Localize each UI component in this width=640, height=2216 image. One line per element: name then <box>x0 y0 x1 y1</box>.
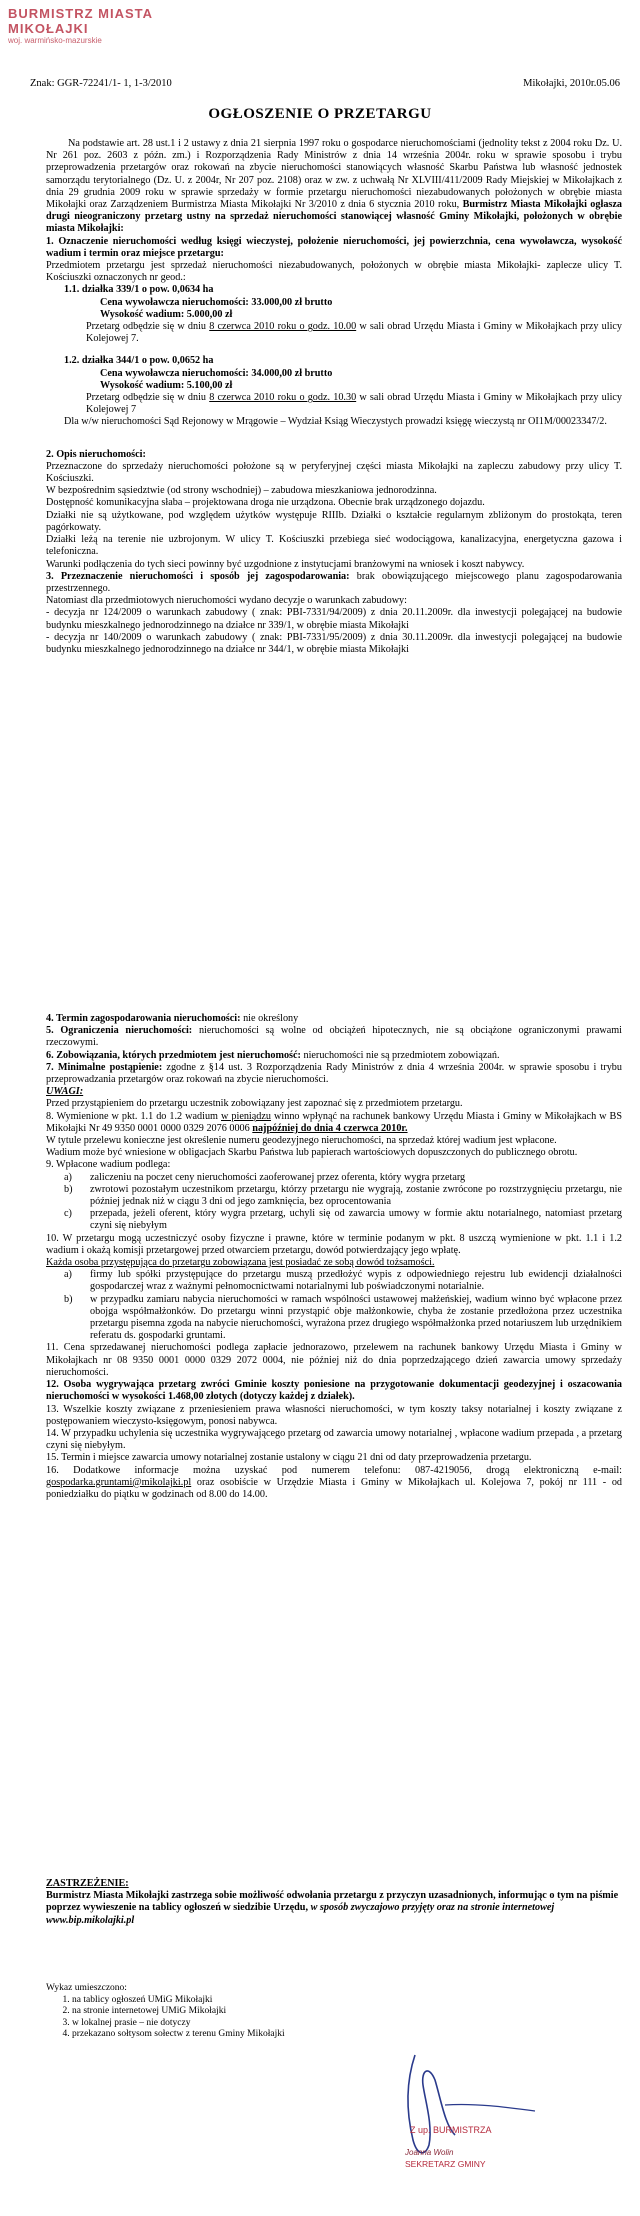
posting-item: 4. przekazano sołtysom sołectw z terenu Gminy Mikołajki <box>72 2029 346 2041</box>
section-8 <box>46 1111 622 1135</box>
plot-1-date-time: 8 czerwca 2010 roku o godz. 10.00 <box>209 321 357 333</box>
s2-line-1: Przeznaczone do sprzedaży nieruchomości położone są w peryferyjnej części miasta Mikołajki na zapleczu zabudowy przy ulicy T. Kościuszki. <box>46 460 622 485</box>
section-13: 13. Wszelkie koszty związane z przeniesieniem prawa własności nieruchomości, w tym koszty taksy notarialnej i koszty związane z postępowaniem wieczysto-księgowym, ponosi nabywca. <box>46 1403 622 1427</box>
posting-item: 1. na tablicy ogłoszeń UMiG Mikołajki <box>72 1995 346 2007</box>
plot-2-date-pre: Przetarg odbędzie się w dniu <box>86 392 207 404</box>
reservation-bold: Burmistrz Miasta Mikołajki zastrzega sobie możliwość odwołania przetargu z przyczyn uzasadnionych, informując o tym na piśmie poprzez wywieszenie na tablicy ogłoszeń w siedzibie Urzędu, <box>46 1890 619 1914</box>
plot-2-deposit: Wysokość wadium: 5.100,00 zł <box>100 379 233 391</box>
s3-heading-bold: 3. Przeznaczenie nieruchomości i sposób jej zagospodarowania: <box>46 570 350 582</box>
s5-heading: 5. Ograniczenia nieruchomości: <box>46 1025 193 1037</box>
uwagi-line-1: Przed przystąpieniem do przetargu uczestnik zobowiązany jest zapoznać się z przedmiotem przetargu. <box>46 1098 463 1110</box>
s9-item-a: a) zaliczeniu na poczet ceny nieruchomości zaoferowanej przez oferenta, który wygra przetarg <box>46 1172 622 1184</box>
uwagi-heading: UWAGI: <box>46 1086 84 1098</box>
plot-1-deposit: Wysokość wadium: 5.000,00 zł <box>100 308 233 320</box>
section-6 <box>46 1050 622 1062</box>
s2-line-6: Warunki podłączenia do tych sieci powinny być uzgodnione z instytucjami branżowymi na wniosek i koszt nabywcy. <box>46 558 525 570</box>
s2-line-5: Działki leżą na terenie nie uzbrojonym. W ulicy T. Kościuszki przebiega sieć wodociągowa, kanalizacyjna, energetyczna gazowa i telefoniczna. <box>46 534 622 558</box>
s9c-text: przepada, jeżeli oferent, który wygra przetarg, uchyli się od zawarcia umowy w formie aktu notarialnego, natomiast przetarg czyni się niebyłym <box>90 1208 622 1232</box>
stamp-line2: woj. warmińsko-mazurskie <box>8 36 102 45</box>
section-3-heading <box>46 571 622 595</box>
plot-1-title: 1.1. działka 339/1 o pow. 0,0634 ha <box>64 284 214 296</box>
s3-heading-rest: brak obowiązującego miejscowego planu zagospodarowania przestrzennego. <box>46 570 622 594</box>
reservation-block <box>46 1878 622 1927</box>
plot-2-date-post: w sali obrad Urzędu Miasta i Gminy w Mikołajkach przy ulicy Kolejowej 7 <box>86 392 623 416</box>
s9a-text: zaliczeniu na poczet ceny nieruchomości zaoferowanej przez oferenta, który wygra przetarg <box>90 1171 466 1183</box>
reservation-text <box>46 1890 622 1927</box>
land-registry-note: Dla w/w nieruchomości Sąd Rejonowy w Mrągowie – Wydział Ksiąg Wieczystych prowadzi księgę wieczystą nr OI1M/00023347/2. <box>64 416 607 428</box>
signature-stamp-line2: SEKRETARZ GMINY <box>405 2159 486 2169</box>
s8-underlined: w pieniądzu <box>221 1110 271 1122</box>
s7-heading: 7. Minimalne postąpienie: <box>46 1061 163 1073</box>
s9-item-c: c) przepada, jeżeli oferent, który wygra przetarg, uchyli się od zawarcia umowy w formie aktu notarialnego, natomiast przetarg czyni się niebyłym <box>64 1208 622 1232</box>
s3-decision-2: - decyzja nr 140/2009 o warunkach zabudowy ( znak: PBI-7331/95/2009) z dnia 30.11.2009r. dla inwestycji polegającej na budowie budynku mieszkalnego jednorodzinnego na działce nr 344/1, w obrębie miasta Mikołajki <box>46 631 622 655</box>
section-2-heading: 2. Opis nieruchomości: <box>46 448 146 460</box>
s7-text: zgodne z §14 ust. 3 Rozporządzenia Rady Ministrów z dnia 4 września 2004r. w sprawie sposobu i trybu przeprowadzania przetargów oraz rokowań na zbycie nieruchomości. <box>46 1061 622 1086</box>
section-1-heading: 1. Oznaczenie nieruchomości według księgi wieczystej, położenie nieruchomości, jej powierzchnia, cena wywoławcza, wysokość wadium i termin oraz miejsce przetargu: <box>46 235 622 259</box>
plot-1-price: Cena wywoławcza nieruchomości: 33.000,00 zł brutto <box>100 296 333 308</box>
s9b-text: zwrotowi pozostałym uczestnikom przetargu, którzy przetargu nie wygrają, zostanie zwrócone po rozstrzygnięciu przetargu, nie później jednak niż w ciągu 3 dni od jego zamknięcia, bez oprocentowania <box>90 1183 622 1208</box>
uwagi-line-4: Wadium może być wniesione w obligacjach Skarbu Państwa lub papierach wartościowych dopuszczonych do publicznego obrotu. <box>46 1147 578 1159</box>
section-11: 11. Cena sprzedawanej nieruchomości podlega zapłacie jednorazowo, przelewem na rachunek bankowy Urzędu Miasta i Gminy w Mikołajkach nr 08 9350 0001 0000 0329 2072 0004, nie później niż do dnia poprzedzającego dzień zawarcia umowy sprzedaży nieruchomości. <box>46 1342 622 1378</box>
header-stamp <box>8 6 198 45</box>
section-7 <box>46 1062 622 1086</box>
signature-stamp-line1: Z up. BURMISTRZA <box>410 2125 492 2135</box>
section-1-text: Przedmiotem przetargu jest sprzedaż nieruchomości niezabudowanych, położonych w obrębie miasta Mikołajki- zaplecze ulicy T. Kościuszki oznaczonych nr geod.: <box>46 260 622 284</box>
s10-identity-note: Każda osoba przystępująca do przetargu zobowiązana jest posiadać ze sobą dowód tożsamości. <box>46 1257 435 1269</box>
section-15: 15. Termin i miejsce zawarcia umowy notarialnej zostanie ustalony w ciągu 21 dni od daty przeprowadzenia przetargu. <box>46 1452 532 1464</box>
plot-2-price: Cena wywoławcza nieruchomości: 34.000,00 zł brutto <box>100 367 333 379</box>
s9-item-b: b) zwrotowi pozostałym uczestnikom przetargu, którzy przetargu nie wygrają, zostanie zwrócone po rozstrzygnięciu przetargu, nie później jednak niż w ciągu 3 dni od jego zamknięcia, bez oprocentowania <box>64 1183 622 1208</box>
section-5 <box>46 1025 622 1049</box>
s2-line-4: Działki nie są użytkowane, pod względem użytków występuje RIIIb. Działki o kształcie regularnym zbliżonym do prostokąta, teren pagórkowaty. <box>46 509 622 533</box>
s10b-text: w przypadku zamiaru nabycia nieruchomości w ramach wspólności ustawowej małżeńskiej, wadium winno być wpłacone przez obojga współmałżonków. Do przetargu winni przystąpić obje małżonkowie, chyba że zostanie przedłożona przez uczestnika przetargu pisemna zgoda na nabycie nieruchomości, wyrażona przez drugiego współmałżonka przed notariuszem lub urzędnikiem referatu ds. gospodarki gruntami. <box>90 1293 622 1342</box>
section-14: 14. W przypadku uchylenia się uczestnika wygrywającego przetarg od zawarcia umowy notarialnej , wpłacone wadium przepada , a przetarg czyni się niebyłym. <box>46 1427 622 1452</box>
s6-text: nieruchomości nie są przedmiotem zobowiązań. <box>303 1049 500 1061</box>
s8-deadline: najpóźniej do dnia 4 czerwca 2010r. <box>252 1122 408 1134</box>
plot-2-date <box>46 392 622 416</box>
s10-item-a: a) firmy lub spółki przystępujące do przetargu muszą przedłożyć wypis z odpowiedniego rejestru lub ewidencji działalności gospodarczej wraz z ważnymi pełnomocnictwami notarialnymi lub poświadczonymi notarialnie. <box>64 1269 622 1293</box>
place-date: Mikołajki, 2010r.05.06 <box>523 78 620 89</box>
intro-paragraph <box>46 138 622 236</box>
signature-name: Joanna Wolin <box>405 2148 454 2157</box>
s16-post: oraz osobiście w Urzędzie Miasta i Gminy w Mikołajkach ul. Kolejowa 7, pokój nr 111 - od poniedziałku do piątku w godzinach od 8.00 do 14.00. <box>46 1476 623 1500</box>
stamp-line1: BURMISTRZ MIASTA MIKOŁAJKI <box>8 6 153 36</box>
s2-line-3: Dostępność komunikacyjna słaba – projektowana droga nie urządzona. Obecnie brak urządzonego dojazdu. <box>46 497 485 509</box>
s2-line-2: W bezpośrednim sąsiedztwie (od strony wschodniej) – zabudowa mieszkaniowa jednorodzinna. <box>46 485 437 497</box>
posting-item: 3. w lokalnej prasie – nie dotyczy <box>72 2018 346 2030</box>
plot-2-date-time: 8 czerwca 2010 roku o godz. 10.30 <box>209 392 357 404</box>
plot-1-date <box>46 321 622 345</box>
posting-list-heading: Wykaz umieszczono: <box>46 1983 127 1993</box>
reference-number: Znak: GGR-72241/1- 1, 1-3/2010 <box>30 78 172 89</box>
s10a-text: firmy lub spółki przystępujące do przetargu muszą przedłożyć wypis z odpowiedniego rejestru lub ewidencji działalności gospodarczej wraz z ważnymi pełnomocnictwami notarialnymi lub poświadczonymi notarialnie. <box>90 1269 622 1293</box>
document-meta <box>30 78 620 89</box>
plot-1-date-pre: Przetarg odbędzie się w dniu <box>86 321 207 333</box>
contact-email-link[interactable]: gospodarka.gruntami@mikolajki.pl <box>46 1476 192 1488</box>
posting-list <box>46 1983 346 2041</box>
s6-heading: 6. Zobowiązania, których przedmiotem jest nieruchomość: <box>46 1049 301 1061</box>
s5-text: nieruchomości są wolne od obciążeń hipotecznych, nie są obciążone ograniczonymi prawami rzeczowymi. <box>46 1025 623 1049</box>
posting-item: 2. na stronie internetowej UMiG Mikołajki <box>72 2006 346 2018</box>
page-1-body <box>46 138 622 656</box>
s10-item-b: b) w przypadku zamiaru nabycia nieruchomości w ramach wspólności ustawowej małżeńskiej, wadium winno być wpłacone przez obojga współmałżonków. Do przetargu winni przystąpić obje małżonkowie, chyba że zostanie przedłożona przez uczestnika przetargu pisemna zgoda na nabycie nieruchomości, wyrażona przez drugiego współmałżonka przed notariuszem lub urzędnikiem referatu ds. gospodarki gruntami. <box>64 1293 622 1342</box>
section-12: 12. Osoba wygrywająca przetarg zwróci Gminie koszty poniesione na przygotowanie dokumentacji geodezyjnej i oszacowania nieruchomości w wysokości 1.468,00 złotych (dotyczy każdej z działek). <box>46 1379 622 1403</box>
s3-text: Natomiast dla przedmiotowych nieruchomości wydano decyzje o warunkach zabudowy: <box>46 595 407 607</box>
s8-post: winno wpłynąć na rachunek bankowy Urzędu Miasta i Gminy w Mikołajkach w BS Mikołajki Nr 49 9350 0001 0000 0329 2076 0006 <box>46 1110 623 1134</box>
s3-decision-1: - decyzja nr 124/2009 o warunkach zabudowy ( znak: PBI-7331/94/2009) z dnia 20.11.2009r. dla inwestycji polegającej na budowie budynku mieszkalnego jednorodzinnego na działce nr 339/1, w obrębie miasta Mikołajki <box>46 607 622 631</box>
reservation-italic: w sposób zwyczajowo przyjęty oraz na stronie internetowej www.bip.mikolajki.pl <box>46 1902 555 1926</box>
plot-2-title: 1.2. działka 344/1 o pow. 0,0652 ha <box>64 355 214 367</box>
section-4 <box>46 1013 622 1025</box>
section-16 <box>46 1465 622 1502</box>
section-10: 10. W przetargu mogą uczestniczyć osoby fizyczne i prawne, które w terminie podanym w pkt. 8 uszczą wymienione w pkt. 1.1 i 1.2 wadium i okażą komisji przetargowej przed otwarciem przetargu, dowód potwierdzający jego wpłatę. <box>46 1232 622 1256</box>
reservation-heading: ZASTRZEŻENIE: <box>46 1878 129 1889</box>
uwagi-line-3: W tytule przelewu konieczne jest określenie numeru geodezyjnego nieruchomości, na sprzedaż której wadium jest wpłacone. <box>46 1135 557 1147</box>
s4-text: nie określony <box>243 1013 299 1024</box>
intro-announcement: Burmistrz Miasta Mikołajki ogłasza drugi nieograniczony przetarg ustny na sprzedaż nieruchomości stanowiącej własność Gminy Mikołajki, położonych w obrębie miasta Mikołajki: <box>46 199 622 235</box>
intro-text: Na podstawie art. 28 ust.1 i 2 ustawy z dnia 21 sierpnia 1997 roku o gospodarce nieruchomościami (jednolity tekst z 2004 roku Dz. U. Nr 261 poz. 2603 z późn. zm.) i Rozporządzenia Rady Ministrów z dnia 14 września 2004r. roku w sprawie sposobu i trybu przeprowadzenia przetargów oraz rokowań na zbycie nieruchomości stanowiących własność Skarbu Państwa lub własność jednostek samorządu terytorialnego (Dz. U. z 2004r, Nr 207 poz. 2108) oraz w zw. z uchwałą Nr XLVIII/411/2009 Rady Miejskiej w Mikołajkach z dnia 29 grudnia 2009 roku w sprawie sprzedaży w formie przetargu nieruchomości niezabudowanych położonych w obrębie miasta Mikołajki oraz Zarządzeniem Burmistrza Miasta Mikołajki Nr 3/2010 z dnia 6 stycznia 2010 roku, <box>46 138 622 211</box>
document-title: OGŁOSZENIE O PRZETARGU <box>208 106 432 122</box>
section-9: 9. Wpłacone wadium podlega: <box>46 1159 171 1171</box>
s8-pre: 8. Wymienione w pkt. 1.1 do 1.2 wadium <box>46 1110 218 1122</box>
plot-1-date-post: w sali obrad Urzędu Miasta i Gminy w Mikołajkach przy ulicy Kolejowej 7. <box>86 321 623 345</box>
page-2-body <box>46 1013 622 1501</box>
s16-pre: 16. Dodatkowe informacje można uzyskać pod numerem telefonu: 087-4219056, drogą elektroniczną e-mail: <box>46 1464 622 1476</box>
s4-heading: 4. Termin zagospodarowania nieruchomości: <box>46 1013 241 1024</box>
